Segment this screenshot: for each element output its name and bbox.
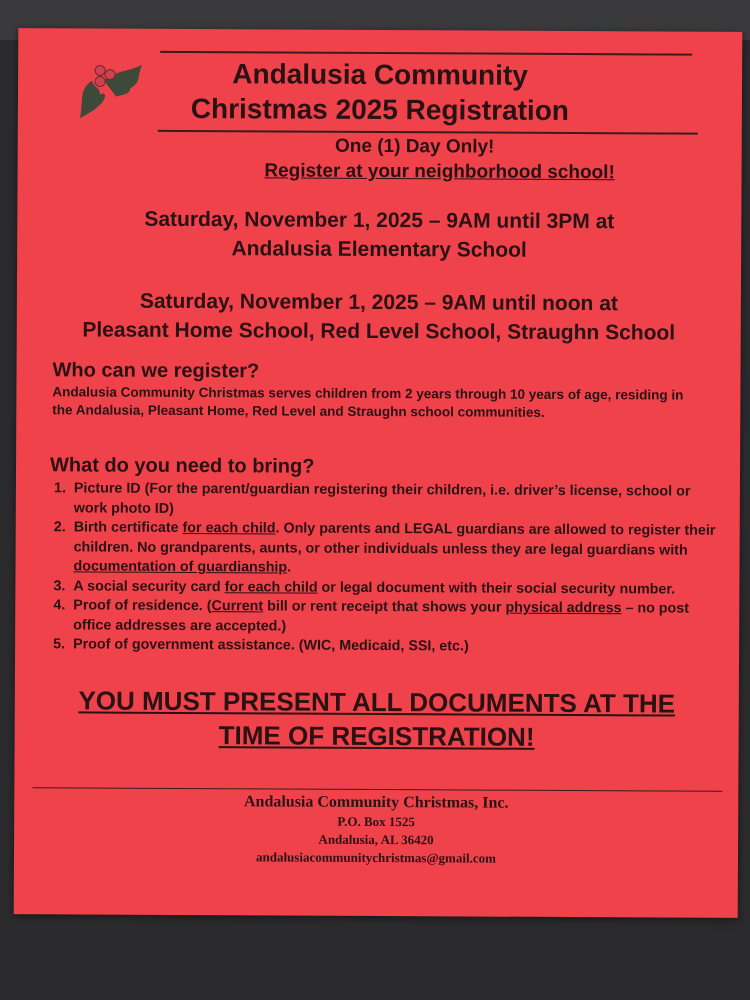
warning xyxy=(15,683,739,755)
warning-line-2: TIME OF REGISTRATION! xyxy=(218,720,535,752)
title-line-1: Andalusia Community xyxy=(232,58,528,91)
bring-list-item xyxy=(69,518,715,580)
item-text: Proof of government assistance. (WIC, Medicaid, SSI, etc.) xyxy=(73,636,469,655)
footer-email: andalusiacommunitychristmas@gmail.com xyxy=(255,849,497,866)
session-1-location: Andalusia Elementary School xyxy=(231,237,527,262)
footer-po-box: P.O. Box 1525 xyxy=(337,813,415,830)
bring-heading: What do you need to bring? xyxy=(49,454,315,478)
item-text: . Only parents and LEGAL guardians are allowed to register their children. No grandparents, aunts, or other individuals unless they are legal guardians with xyxy=(73,520,716,559)
footer-city: Andalusia, AL 36420 xyxy=(318,831,434,848)
title-rule xyxy=(158,130,698,135)
item-text: bill or rent receipt that shows your xyxy=(263,598,506,616)
bring-list-item xyxy=(70,479,716,521)
item-text: Proof of residence. ( xyxy=(73,597,212,615)
who-text: Andalusia Community Christmas serves children from 2 years through 10 years of age, residing in the Andalusia, Pleasant Home, Red Level and Straughn school communities. xyxy=(52,384,684,420)
item-text: or legal document with their social security number. xyxy=(317,579,676,598)
underlined-text: for each child xyxy=(182,519,276,537)
who-heading: Who can we register? xyxy=(52,359,260,383)
underlined-text: for each child xyxy=(224,578,318,596)
flyer xyxy=(14,28,743,918)
underlined-text: Current xyxy=(211,598,264,615)
item-text: Picture ID (For the parent/guardian registering their children, i.e. driver’s license, school or work photo ID) xyxy=(73,480,691,517)
session-2 xyxy=(17,286,741,348)
underlined-text: documentation of guardianship xyxy=(73,558,288,576)
page-title xyxy=(128,56,632,129)
title-line-2: Christmas 2025 Registration xyxy=(190,93,570,126)
bring-list-item xyxy=(69,635,715,658)
top-rule xyxy=(160,51,692,56)
register-note: Register at your neighborhood school! xyxy=(264,160,615,184)
session-2-date: Saturday, November 1, 2025 – 9AM until noon at xyxy=(139,289,618,316)
underlined-text: physical address xyxy=(505,599,622,617)
item-text: – no post office addresses are accepted.) xyxy=(73,600,690,635)
bring-list-item xyxy=(69,596,715,638)
bring-list-container xyxy=(15,479,716,658)
bring-list xyxy=(15,479,716,658)
session-1-date: Saturday, November 1, 2025 – 9AM until 3PM at xyxy=(144,207,615,234)
footer-org: Andalusia Community Christmas, Inc. xyxy=(243,793,509,812)
one-day-text: One (1) Day Only! xyxy=(334,135,495,158)
footer xyxy=(14,791,738,869)
item-text: . xyxy=(287,559,292,576)
session-1 xyxy=(17,204,741,266)
session-2-location: Pleasant Home School, Red Level School, Straughn School xyxy=(82,318,676,345)
item-text: A social security card xyxy=(73,577,225,595)
item-text: Birth certificate xyxy=(73,519,183,536)
warning-line-1: YOU MUST PRESENT ALL DOCUMENTS AT THE xyxy=(78,685,676,719)
